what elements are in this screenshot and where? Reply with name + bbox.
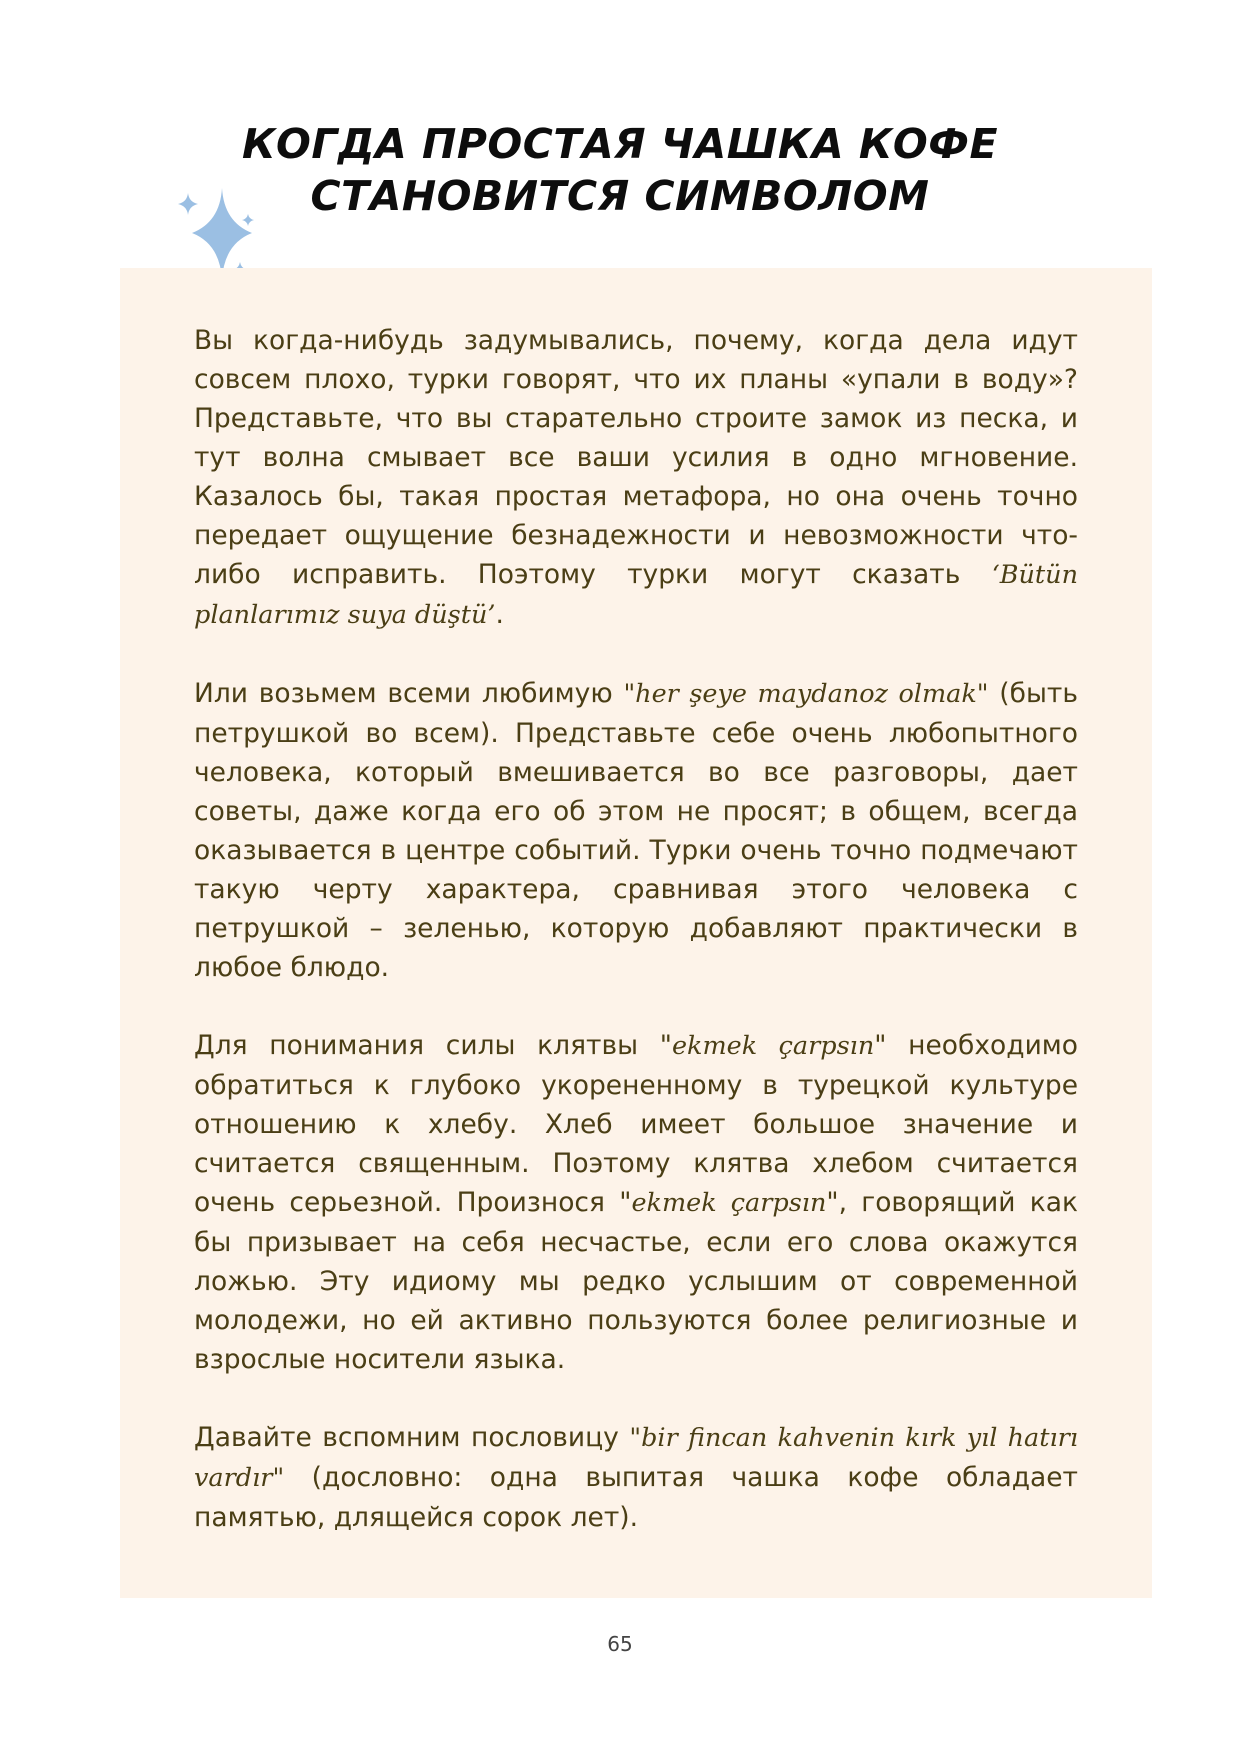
turkish-phrase: ekmek çarpsın: [631, 1188, 827, 1218]
paragraph-text: (дословно: одна выпитая чашка кофе обладает памятью, длящейся сорок лет).: [194, 1462, 1078, 1533]
paragraph-text: " необходимо обратиться к глубоко укорененному в турецкой культуре отношению к хлебу. Хлеб имеет большое значение и считается священным. Поэтому клятва хлебом считается очень серьезной. Произнося ": [194, 1030, 1078, 1218]
paragraph-text: Вы когда-нибудь задумывались, почему, когда дела идут совсем плохо, турки говорят, что их планы «упали в воду»? Представьте, что вы старательно строите замок из песка, и тут волна смывает все ваши усилия в одно мгновение. Казалось бы, такая простая метафора, но она очень точно передает ощущение безнадежности и невозможности что-либо исправить. Поэтому турки могут сказать: [194, 325, 1078, 590]
paragraph-text: (быть петрушкой во всем). Представьте себе очень любопытного человека, который вмешивается во все разговоры, дает советы, даже когда его об этом не просят; в общем, всегда оказывается в центре событий. Турки очень точно подмечают такую черту характера, сравнивая этого человека с петрушкой – зеленью, которую добавляют практически в любое блюдо.: [194, 678, 1078, 983]
paragraph-text: Для понимания силы клятвы ": [194, 1030, 672, 1061]
page-number: 65: [607, 1632, 633, 1656]
turkish-phrase: "bir fincan kahvenin kırk yıl hatırı vardır": [194, 1423, 1078, 1493]
turkish-phrase: "her şeye maydanoz olmak": [623, 679, 989, 709]
turkish-phrase: ‘Bütün planlarımız suya düştü’: [194, 560, 1078, 630]
paragraph-text: ", говорящий как бы призывает на себя несчастье, если его слова окажутся ложью. Эту идиому мы редко услышим от современной молодежи, но ей активно пользуются более религиозные и взрослые носители языка.: [194, 1187, 1078, 1375]
paragraph-2: [194, 674, 1078, 987]
title-line-1: КОГДА ПРОСТАЯ ЧАШКА КОФЕ: [242, 120, 998, 168]
turkish-phrase: Или возьмем всеми любимую: [194, 678, 624, 709]
paragraph-3: [194, 1026, 1078, 1379]
paragraph-1: [194, 321, 1078, 635]
title-line-2: СТАНОВИТСЯ СИМВОЛОМ: [310, 172, 930, 220]
paragraph-4: [194, 1418, 1078, 1537]
paragraph-text: .: [495, 599, 504, 630]
article-body: [194, 321, 1078, 1576]
paragraph-text: Давайте вспомним пословицу: [194, 1422, 630, 1453]
turkish-phrase: ekmek çarpsın: [671, 1031, 875, 1061]
